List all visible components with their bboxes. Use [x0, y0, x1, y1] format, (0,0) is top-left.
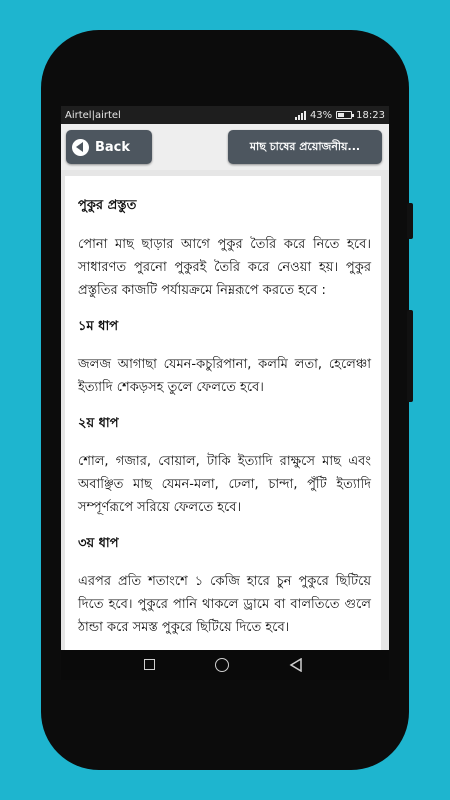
- back-button[interactable]: [66, 130, 152, 164]
- status-icons: [295, 110, 385, 121]
- battery-percent: 43%: [309, 109, 333, 121]
- screen: [61, 106, 389, 680]
- step-text: এরপর প্রতি শতাংশে ১ কেজি হারে চুন পুকুরে ছিটিয়ে দিতে হবে। পুকুরে পানি থাকলে ড্রামে বা বালতিতে গুলে ঠান্ডা করে সমস্ত পুকুরে ছিটিয়ে দিতে হবে।: [78, 574, 371, 635]
- back-arrow-icon: [72, 139, 89, 156]
- signal-icon: [295, 111, 306, 120]
- battery-icon: [336, 111, 352, 119]
- article-intro: পোনা মাছ ছাড়ার আগে পুকুর তৈরি করে নিতে হবে। সাধারণত পুরনো পুকুরই তৈরি করে নেওয়া হয়। পুকুর প্রস্তুতির কাজটি পর্যায়ক্রমে নিম্নরূপে করতে হবে :: [78, 237, 371, 298]
- article-heading: পুকুর প্রস্তুত: [78, 198, 137, 213]
- square-icon[interactable]: [144, 659, 155, 670]
- navigation-bar: [61, 650, 389, 680]
- status-bar: [61, 106, 389, 124]
- content-area[interactable]: [61, 170, 389, 650]
- article-card: [65, 176, 381, 650]
- triangle-icon[interactable]: [289, 658, 303, 672]
- clock: 18:23: [356, 109, 385, 121]
- step-text: জলজ আগাছা যেমন-কচুরিপানা, কলমি লতা, হেলেঞ্চা ইত্যাদি শেকড়সহ তুলে ফেলতে হবে।: [78, 357, 371, 395]
- title-button[interactable]: মাছ চাষের প্রয়োজনীয়...: [228, 130, 382, 164]
- power-button: [407, 203, 413, 239]
- back-label: Back: [95, 139, 131, 155]
- carrier-label: Airtel|airtel: [65, 109, 121, 121]
- step-title: ২য় ধাপ: [78, 416, 119, 431]
- app-bar: [61, 124, 389, 170]
- circle-icon[interactable]: [215, 658, 229, 672]
- volume-button: [407, 310, 413, 402]
- step-title: ৩য় ধাপ: [78, 536, 119, 551]
- step-text: শোল, গজার, বোয়াল, টাকি ইত্যাদি রাক্ষুসে মাছ এবং অবাঞ্ছিত মাছ যেমন-মলা, ঢেলা, চান্দা, পুঁটি ইত্যাদি সম্পূর্ণরূপে সরিয়ে ফেলতে হবে।: [78, 454, 371, 515]
- step-title: ১ম ধাপ: [78, 319, 119, 334]
